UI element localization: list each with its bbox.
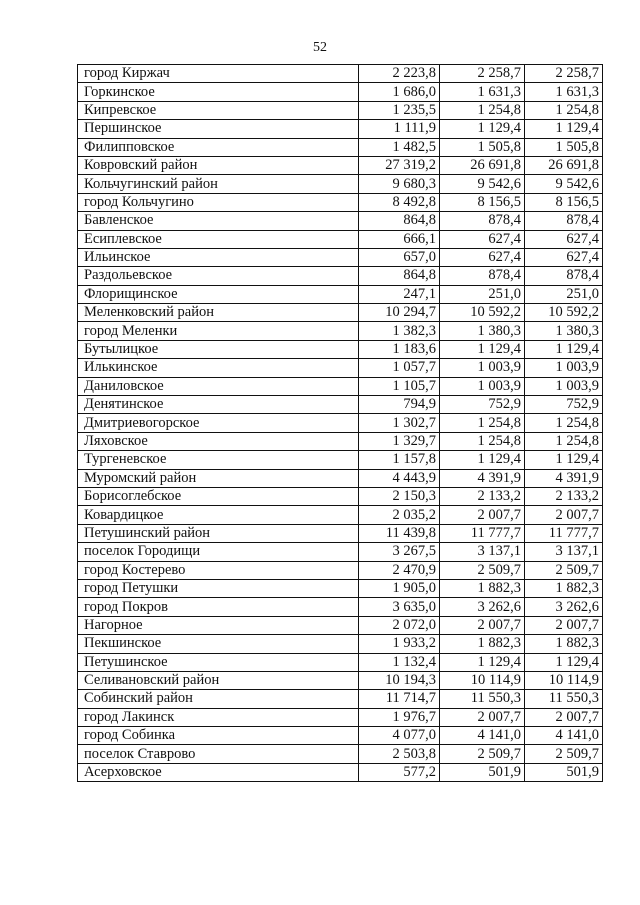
table-body [78,65,603,782]
row-value-1-cell: 3 267,5 [359,543,440,561]
table-row [78,175,603,193]
row-value-2-cell: 11 550,3 [440,690,525,708]
row-name-cell: поселок Городищи [78,543,359,561]
row-value-2-cell: 1 129,4 [440,340,525,358]
row-name-cell: Петушинское [78,653,359,671]
table-row [78,65,603,83]
row-value-2-cell: 1 882,3 [440,579,525,597]
row-name-cell: Нагорное [78,616,359,634]
row-value-3-cell: 1 882,3 [525,579,603,597]
row-value-3-cell: 1 380,3 [525,322,603,340]
row-name-cell: город Меленки [78,322,359,340]
row-value-2-cell: 2 509,7 [440,561,525,579]
table-row [78,561,603,579]
table-row [78,193,603,211]
row-value-2-cell: 10 114,9 [440,671,525,689]
table-row [78,267,603,285]
row-name-cell: Ильинское [78,248,359,266]
row-value-1-cell: 666,1 [359,230,440,248]
row-value-2-cell: 1 129,4 [440,120,525,138]
row-value-3-cell: 1 254,8 [525,414,603,432]
row-value-2-cell: 1 003,9 [440,359,525,377]
table-row [78,396,603,414]
row-value-3-cell: 878,4 [525,212,603,230]
row-value-2-cell: 1 254,8 [440,414,525,432]
row-name-cell: Дмитриевогорское [78,414,359,432]
row-value-3-cell: 4 391,9 [525,469,603,487]
row-value-1-cell: 1 905,0 [359,579,440,597]
row-value-2-cell: 627,4 [440,248,525,266]
row-value-3-cell: 1 129,4 [525,120,603,138]
row-value-3-cell: 1 129,4 [525,451,603,469]
row-name-cell: Бутылицкое [78,340,359,358]
row-name-cell: Муромский район [78,469,359,487]
row-name-cell: Горкинское [78,83,359,101]
page-bottom-margin [0,896,640,905]
row-value-2-cell: 1 505,8 [440,138,525,156]
row-value-3-cell: 1 631,3 [525,83,603,101]
row-value-2-cell: 501,9 [440,763,525,781]
row-name-cell: Селивановский район [78,671,359,689]
row-value-3-cell: 251,0 [525,285,603,303]
row-value-2-cell: 8 156,5 [440,193,525,211]
row-value-2-cell: 4 141,0 [440,727,525,745]
row-value-1-cell: 577,2 [359,763,440,781]
row-name-cell: Илькинское [78,359,359,377]
row-value-3-cell: 4 141,0 [525,727,603,745]
table-row [78,414,603,432]
row-value-3-cell: 2 007,7 [525,616,603,634]
table-row [78,156,603,174]
table-row [78,653,603,671]
row-value-3-cell: 1 882,3 [525,635,603,653]
table-row [78,487,603,505]
row-value-3-cell: 10 114,9 [525,671,603,689]
table-row [78,285,603,303]
table-row [78,377,603,395]
row-name-cell: Асерховское [78,763,359,781]
table-row [78,635,603,653]
table-row [78,212,603,230]
row-value-1-cell: 247,1 [359,285,440,303]
row-value-3-cell: 2 509,7 [525,561,603,579]
row-value-3-cell: 10 592,2 [525,304,603,322]
row-value-1-cell: 1 976,7 [359,708,440,726]
row-value-1-cell: 657,0 [359,248,440,266]
row-value-1-cell: 1 105,7 [359,377,440,395]
budget-table [77,64,603,782]
row-name-cell: Есиплевское [78,230,359,248]
row-value-2-cell: 26 691,8 [440,156,525,174]
table-row [78,322,603,340]
row-value-1-cell: 1 057,7 [359,359,440,377]
row-value-1-cell: 2 035,2 [359,506,440,524]
row-name-cell: город Кольчугино [78,193,359,211]
row-value-2-cell: 251,0 [440,285,525,303]
row-value-3-cell: 1 254,8 [525,432,603,450]
row-value-3-cell: 1 003,9 [525,359,603,377]
row-value-3-cell: 627,4 [525,248,603,266]
row-value-2-cell: 878,4 [440,267,525,285]
row-value-2-cell: 2 258,7 [440,65,525,83]
row-name-cell: Филипповское [78,138,359,156]
row-name-cell: Тургеневское [78,451,359,469]
row-value-1-cell: 1 382,3 [359,322,440,340]
row-value-2-cell: 2 509,7 [440,745,525,763]
row-value-1-cell: 11 439,8 [359,524,440,542]
row-value-2-cell: 10 592,2 [440,304,525,322]
row-value-1-cell: 794,9 [359,396,440,414]
row-value-2-cell: 11 777,7 [440,524,525,542]
row-value-2-cell: 9 542,6 [440,175,525,193]
row-value-2-cell: 3 137,1 [440,543,525,561]
table-row [78,763,603,781]
row-value-3-cell: 9 542,6 [525,175,603,193]
row-value-2-cell: 1 003,9 [440,377,525,395]
row-value-3-cell: 26 691,8 [525,156,603,174]
row-name-cell: город Киржач [78,65,359,83]
row-value-3-cell: 2 133,2 [525,487,603,505]
row-value-1-cell: 4 077,0 [359,727,440,745]
table-row [78,359,603,377]
row-value-2-cell: 1 631,3 [440,83,525,101]
row-value-1-cell: 1 235,5 [359,101,440,119]
row-value-2-cell: 878,4 [440,212,525,230]
row-name-cell: Ковардицкое [78,506,359,524]
row-value-1-cell: 1 111,9 [359,120,440,138]
table-row [78,138,603,156]
row-value-3-cell: 1 003,9 [525,377,603,395]
table-row [78,340,603,358]
row-value-2-cell: 2 133,2 [440,487,525,505]
row-value-1-cell: 2 223,8 [359,65,440,83]
row-name-cell: Кипревское [78,101,359,119]
table-row [78,543,603,561]
table-row [78,616,603,634]
row-name-cell: Першинское [78,120,359,138]
row-value-1-cell: 10 194,3 [359,671,440,689]
row-value-2-cell: 4 391,9 [440,469,525,487]
table-row [78,690,603,708]
table-row [78,598,603,616]
table-row [78,230,603,248]
row-value-1-cell: 864,8 [359,212,440,230]
table-row [78,101,603,119]
page-number: 52 [313,40,327,55]
row-value-1-cell: 4 443,9 [359,469,440,487]
table-row [78,671,603,689]
row-value-1-cell: 11 714,7 [359,690,440,708]
row-value-3-cell: 3 137,1 [525,543,603,561]
row-value-2-cell: 3 262,6 [440,598,525,616]
row-value-1-cell: 10 294,7 [359,304,440,322]
row-value-2-cell: 1 380,3 [440,322,525,340]
row-value-2-cell: 2 007,7 [440,506,525,524]
row-value-2-cell: 2 007,7 [440,708,525,726]
row-value-1-cell: 9 680,3 [359,175,440,193]
row-value-3-cell: 878,4 [525,267,603,285]
table-row [78,579,603,597]
row-value-1-cell: 1 686,0 [359,83,440,101]
table-row [78,708,603,726]
table-row [78,524,603,542]
row-name-cell: Собинский район [78,690,359,708]
table-row [78,745,603,763]
row-value-2-cell: 1 254,8 [440,101,525,119]
row-value-1-cell: 864,8 [359,267,440,285]
row-value-1-cell: 1 482,5 [359,138,440,156]
row-value-3-cell: 752,9 [525,396,603,414]
row-value-3-cell: 11 777,7 [525,524,603,542]
row-name-cell: город Покров [78,598,359,616]
row-name-cell: Меленковский район [78,304,359,322]
row-value-1-cell: 2 150,3 [359,487,440,505]
row-value-3-cell: 2 007,7 [525,708,603,726]
row-value-3-cell: 501,9 [525,763,603,781]
row-value-1-cell: 1 157,8 [359,451,440,469]
table-row [78,304,603,322]
row-value-1-cell: 2 503,8 [359,745,440,763]
row-value-3-cell: 2 007,7 [525,506,603,524]
row-value-1-cell: 8 492,8 [359,193,440,211]
row-name-cell: город Петушки [78,579,359,597]
row-value-1-cell: 2 072,0 [359,616,440,634]
row-value-2-cell: 1 254,8 [440,432,525,450]
row-value-2-cell: 1 129,4 [440,451,525,469]
row-value-3-cell: 8 156,5 [525,193,603,211]
row-name-cell: город Собинка [78,727,359,745]
row-value-3-cell: 11 550,3 [525,690,603,708]
row-name-cell: Флорищинское [78,285,359,303]
row-value-2-cell: 1 882,3 [440,635,525,653]
table-row [78,248,603,266]
row-name-cell: Раздольевское [78,267,359,285]
row-value-1-cell: 1 132,4 [359,653,440,671]
row-name-cell: Денятинское [78,396,359,414]
table-row [78,120,603,138]
row-value-3-cell: 1 254,8 [525,101,603,119]
table-row [78,506,603,524]
row-value-1-cell: 2 470,9 [359,561,440,579]
row-value-3-cell: 2 258,7 [525,65,603,83]
table-row [78,432,603,450]
row-value-3-cell: 1 129,4 [525,653,603,671]
row-value-1-cell: 1 933,2 [359,635,440,653]
row-value-3-cell: 3 262,6 [525,598,603,616]
row-name-cell: город Лакинск [78,708,359,726]
row-value-1-cell: 1 183,6 [359,340,440,358]
row-value-3-cell: 1 129,4 [525,340,603,358]
table-row [78,451,603,469]
row-value-1-cell: 1 329,7 [359,432,440,450]
row-name-cell: Даниловское [78,377,359,395]
row-name-cell: Пекшинское [78,635,359,653]
row-value-2-cell: 1 129,4 [440,653,525,671]
row-value-3-cell: 2 509,7 [525,745,603,763]
row-value-1-cell: 3 635,0 [359,598,440,616]
row-name-cell: город Костерево [78,561,359,579]
row-value-3-cell: 1 505,8 [525,138,603,156]
row-value-2-cell: 627,4 [440,230,525,248]
row-value-1-cell: 27 319,2 [359,156,440,174]
row-name-cell: Ляховское [78,432,359,450]
table-row [78,83,603,101]
table-row [78,727,603,745]
row-name-cell: Кольчугинский район [78,175,359,193]
row-name-cell: поселок Ставрово [78,745,359,763]
row-value-1-cell: 1 302,7 [359,414,440,432]
row-name-cell: Бавленское [78,212,359,230]
row-name-cell: Борисоглебское [78,487,359,505]
row-value-3-cell: 627,4 [525,230,603,248]
table-row [78,469,603,487]
row-value-2-cell: 752,9 [440,396,525,414]
row-name-cell: Петушинский район [78,524,359,542]
row-name-cell: Ковровский район [78,156,359,174]
row-value-2-cell: 2 007,7 [440,616,525,634]
